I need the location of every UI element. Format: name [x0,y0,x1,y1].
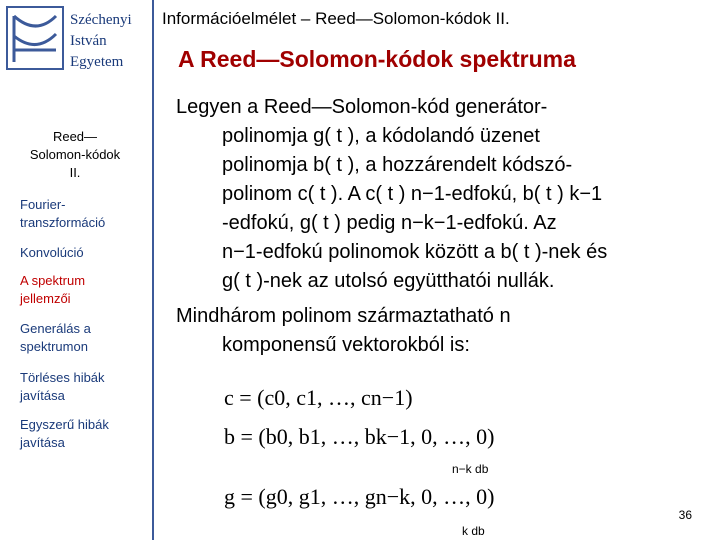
sidebar-item-torleses[interactable]: Törléses hibák javítása [20,370,105,403]
sidebar-item-konvolucio[interactable]: Konvolúció [20,245,84,260]
body-line: polinomja b( t ), a hozzárendelt kódszó- [222,154,573,176]
sidebar-item-spektrum[interactable]: A spektrum jellemzői [20,273,86,306]
equation-b: b = (b0, b1, …, bk−1, 0, …, 0) [224,424,495,449]
body-line: -edfokú, g( t ) pedig n−k−1-edfokú. Az [222,212,557,234]
body-line: Mindhárom polinom származtatható n [176,305,511,327]
university-logo [6,6,64,70]
sidebar-item-egyszeru[interactable]: Egyszerű hibák javítása [20,417,109,450]
equation-g: g = (g0, g1, …, gn−k, 0, …, 0) [224,484,495,509]
body-line: n−1-edfokú polinomok között a b( t )-nek és [222,241,608,263]
body-line: g( t )-nek az utolsó együtthatói nullák. [222,270,555,292]
university-line2: István [70,33,107,49]
university-name [70,10,132,73]
brace-label-b: n−k db [452,462,489,476]
sidebar-item-fourier[interactable]: Fourier- transzformáció [20,197,106,230]
brace-label-g: k db [462,524,485,538]
equation-c: c = (c0, c1, …, cn−1) [224,385,413,410]
header-title: Információelmélet – Reed—Solomon-kódok II. [162,9,510,28]
body-line: polinomja g( t ), a kódolandó üzenet [222,125,540,147]
sidebar-item-generalas[interactable]: Generálás a spektrumon [20,321,91,354]
vertical-divider [152,0,154,540]
university-line3: Egyetem [70,54,124,70]
slide-title: A Reed—Solomon-kódok spektruma [178,46,576,72]
sidebar-current-section: Reed— Solomon-kódok II. [29,129,121,180]
body-line: Legyen a Reed—Solomon-kód generátor- [176,96,548,118]
university-line1: Széchenyi [70,12,132,28]
body-line: polinom c( t ). A c( t ) n−1-edfokú, b( t ) k−1 [222,183,603,205]
page-number: 36 [678,508,692,522]
body-line: komponensű vektorokból is: [222,334,470,356]
